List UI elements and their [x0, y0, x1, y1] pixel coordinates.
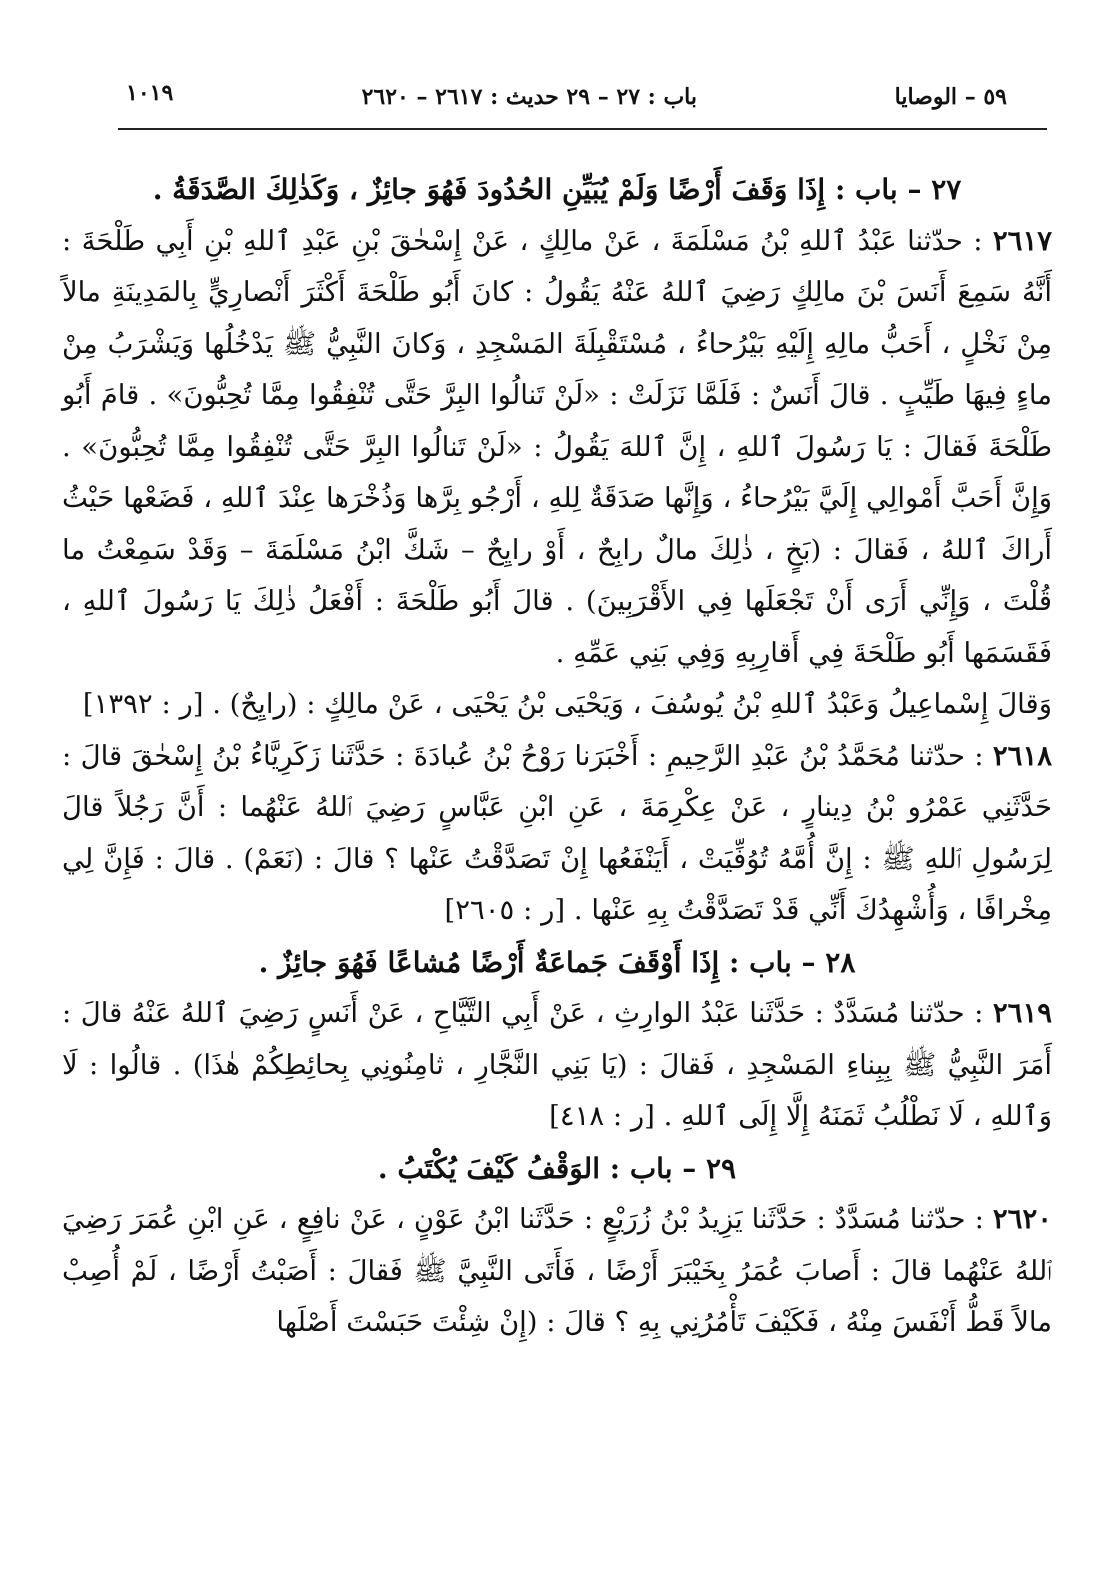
bab-heading-27: ٢٧ – باب : إِذَا وَقَفَ أَرْضًا وَلَمْ يُبَيِّنِ الحُدُودَ فَهُوَ جائِزٌ ، وَكَذٰلِكَ الصَّدَقَةُ .: [152, 173, 962, 206]
hadith-2617: [62, 216, 1052, 680]
hadith-number: ٢٦١٨: [992, 739, 1052, 772]
bab-heading-29: ٢٩ – باب : الوَقْفُ كَيْفَ يُكْتَبُ .: [377, 1151, 737, 1185]
chapter-title: ٥٩ – الوصايا: [894, 84, 1007, 110]
hadith-2620: [62, 1194, 1052, 1349]
hadith-number: ٢٦١٩: [992, 997, 1052, 1029]
hadith-text: : حدّثنا مُحَمَّدُ بْنُ عَبْدِ الرَّحِيمِ : أَخْبَرَنا رَوْحُ بْنُ عُبادَةَ : حَدَّثَنا زَكَرِيَّاءُ بْنُ إِسْحٰقَ قالَ : حَدَّثَنِي عَمْرُو بْنُ دِينارٍ ، عَنْ عِكْرِمَةَ ، عَنِ ابْنِ عَبَّاسٍ رَضِيَ ٱللهُ عَنْهُما : أَنَّ رَجُلاً قالَ لِرَسُولِ ٱللهِ ﷺ : إِنَّ أُمَّهُ تُوُفِّيَتْ ، أَيَنْفَعُها إِنْ تَصَدَّقْتُ عَنْها ؟ قالَ : (نَعَمْ) . قالَ : فَإِنَّ لِي مِخْرافًا ، وَأُشْهِدُكَ أَنِّي قَدْ تَصَدَّقْتُ بِهِ عَنْها . [ر : ٢٦٠٥]: [62, 739, 1052, 926]
bab-heading-28: ٢٨ – باب : إِذَا أَوْقَفَ جَماعَةٌ أَرْضًا مُشاعًا فَهُوَ جائِزٌ .: [258, 945, 856, 979]
hadith-text: : حدّثنا مُسَدَّدٌ : حَدَّثَنا يَزِيدُ بْنُ زُرَيْعٍ : حَدَّثَنا ابْنُ عَوْنٍ ، عَنْ نافِعٍ ، عَنِ ابْنِ عُمَرَ رَضِيَ ٱللهُ عَنْهُما قالَ : أَصابَ عُمَرُ بِخَيْبَرَ أَرْضًا ، فَأَتَى النَّبِيَّ ﷺ فَقالَ : أَصَبْتُ أَرْضًا ، لَمْ أُصِبْ مالاً قَطُّ أَنْفَسَ مِنْهُ ، فَكَيْفَ تَأْمُرُنِي بِهِ ؟ قالَ : (إِنْ شِئْتَ حَبَسْتَ أَصْلَها: [62, 1203, 1052, 1338]
header-divider: [118, 128, 1047, 130]
running-header: [112, 78, 1047, 112]
hadith-text: : حدّثنا عَبْدُ ٱللهِ بْنُ مَسْلَمَةَ ، عَنْ مالِكٍ ، عَنْ إِسْحٰقَ بْنِ عَبْدِ ٱللهِ بْنِ أَبِي طَلْحَةَ : أَنَّهُ سَمِعَ أَنَسَ بْنَ مالِكٍ رَضِيَ ٱللهُ عَنْهُ يَقُولُ : كانَ أَبُو طَلْحَةَ أَكْثَرَ أَنْصارِيٍّ بِالمَدِينَةِ مالاً مِنْ نَخْلٍ ، أَحَبُّ مالِهِ إِلَيْهِ بَيْرُحاءُ ، مُسْتَقْبِلَةَ المَسْجِدِ ، وَكانَ النَّبِيُّ ﷺ يَدْخُلُها وَيَشْرَبُ مِنْ ماءٍ فِيهَا طَيِّبٍ . قالَ أَنَسٌ : فَلَمَّا نَزَلَتْ : «لَنْ تَنالُوا البِرَّ حَتَّى تُنْفِقُوا مِمَّا تُحِبُّونَ» . قامَ أَبُو طَلْحَةَ فَقالَ : يَا رَسُولَ ٱللهِ ، إِنَّ ٱللهَ يَقُولُ : «لَنْ تَنالُوا البِرَّ حَتَّى تُنْفِقُوا مِمَّا تُحِبُّونَ» . وَإِنَّ أَحَبَّ أَمْوالِي إِلَيَّ بَيْرُحاءُ ، وَإِنَّها صَدَقَةٌ لِلهِ ، أَرْجُو بِرَّها وَذُخْرَها عِنْدَ ٱللهِ ، فَضَعْها حَيْثُ أَراكَ ٱللهُ ، فَقالَ : (بَخٍ ، ذٰلِكَ مالٌ رابِحٌ ، أَوْ رايِحٌ – شَكَّ ابْنُ مَسْلَمَةَ – وَقَدْ سَمِعْتُ ما قُلْتَ ، وَإِنِّي أَرَى أَنْ تَجْعَلَها فِي الأَقْرَبِينَ) . قالَ أَبُو طَلْحَةَ : أَفْعَلُ ذٰلِكَ يَا رَسُولَ ٱللهِ ، فَقَسَمَها أَبُو طَلْحَةَ فِي أَقارِبِهِ وَفِي بَنِي عَمِّهِ .: [62, 224, 1052, 669]
commentary-note: وَقالَ إِسْماعِيلُ وَعَبْدُ ٱللهِ بْنُ يُوسُفَ ، وَيَحْيَى بْنُ يَحْيَى ، عَنْ مالِكٍ : (رايِحٌ) . [ر : ١٣٩٢]: [82, 688, 1052, 720]
hadith-text: : حدّثنا مُسَدَّدٌ : حَدَّثَنا عَبْدُ الوارِثِ ، عَنْ أَبِي التَّيَّاحِ ، عَنْ أَنَسٍ رَضِيَ ٱللهُ عَنْهُ قالَ : أَمَرَ النَّبِيُّ ﷺ بِبِناءِ المَسْجِدِ ، فَقالَ : (يَا بَنِي النَّجَّارِ ، ثامِنُونِي بِحائِطِكُمْ هٰذَا) . قالُوا : لَا وَٱللهِ ، لَا نَطْلُبُ ثَمَنَهُ إِلَّا إِلَى ٱللهِ . [ر : ٤١٨]: [62, 997, 1052, 1132]
hadith-number: ٢٦٢٠: [992, 1203, 1052, 1235]
page-body: [62, 164, 1052, 1349]
hadith-number: ٢٦١٧: [992, 224, 1052, 257]
hadith-2619: [62, 988, 1052, 1143]
hadith-2618: [62, 731, 1052, 937]
page-number: ١٠١٩: [126, 80, 174, 106]
chapter-references: باب : ٢٧ – ٢٩ حديث : ٢٦١٧ – ٢٦٢٠: [361, 84, 697, 110]
